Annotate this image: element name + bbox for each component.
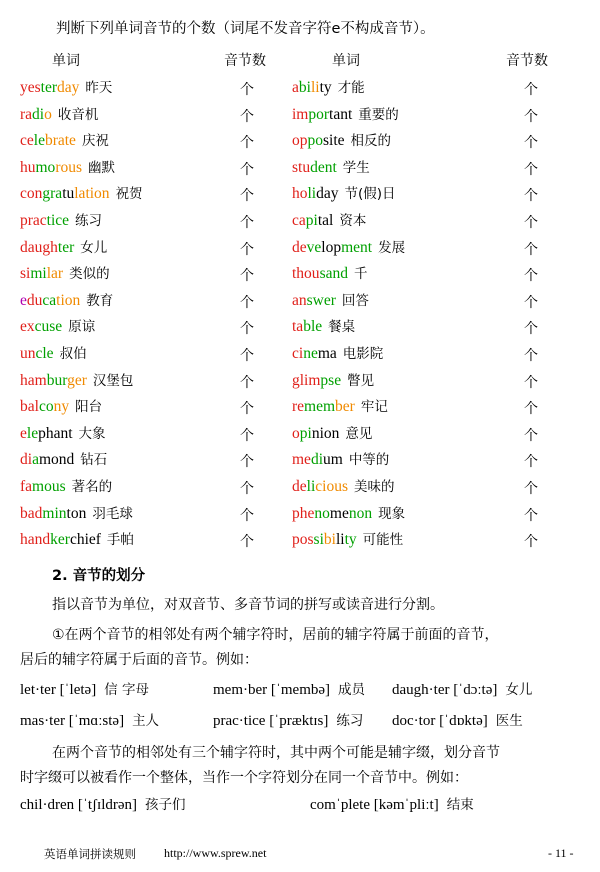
syllable-segment: le [33, 132, 45, 150]
word [292, 398, 355, 415]
footer-page-number: - 11 - [548, 846, 574, 860]
example-word-split: let·ter [20, 682, 60, 698]
word [292, 159, 337, 176]
syllable-segment: nion [311, 424, 340, 442]
left-word-row [20, 477, 112, 497]
example-meaning: 结束 [446, 797, 474, 813]
left-syllable-count-cell: 个 [240, 215, 254, 231]
right-syllable-count-cell: 个 [524, 161, 538, 178]
right-syllable-count-cell: 个 [524, 241, 538, 258]
left-word-row [20, 397, 102, 417]
syllable-segment: thou [292, 265, 320, 283]
example-ipa: [ˈtʃɪldrən] [77, 797, 138, 813]
syllable-segment: ve [306, 238, 322, 256]
syllable-segment: bad [20, 504, 43, 522]
example-word-split: mem·ber [213, 682, 271, 698]
word [20, 425, 73, 442]
syllable-segment: chief [69, 531, 101, 549]
right-syllable-count-cell: 个 [524, 481, 538, 497]
left-syllable-count-cell: 个 [240, 348, 254, 364]
example-meaning: 孩子们 [145, 797, 186, 813]
word [292, 345, 337, 362]
left-syllable-count-cell: 个 [240, 427, 254, 444]
syllable-segment: op [292, 132, 308, 150]
word [20, 132, 76, 149]
right-syllable-count-cell: 个 [524, 135, 538, 152]
syllable-segment: prac [20, 212, 47, 229]
para-rule1-line1: ①在两个音节的相邻处有两个辅字符时，居前的辅字符属于前面的音节， [52, 627, 499, 643]
example-word [20, 678, 149, 699]
word [20, 106, 52, 123]
word-meaning: 美味的 [353, 479, 395, 495]
word-meaning: 类似的 [69, 266, 110, 283]
left-word-row [20, 291, 113, 311]
example-word-split: mas·ter [20, 713, 69, 729]
syllable-segment: re [292, 398, 305, 416]
example-ipa: [ˈpræktɪs] [269, 713, 329, 729]
syllable-segment: mous [32, 478, 66, 495]
syllable-segment: im [292, 105, 309, 123]
syllable-segment: bal [20, 398, 39, 416]
syllable-segment: di [20, 451, 33, 469]
syllable-segment: li [310, 79, 320, 96]
word-meaning: 牢记 [360, 399, 388, 416]
word-meaning: 才能 [337, 80, 365, 96]
example-ipa: [kəmˈpliːt] [373, 797, 439, 813]
syllable-segment: mond [38, 451, 75, 469]
right-syllable-count-cell: 个 [524, 188, 538, 205]
syllable-segment: ter [57, 238, 75, 256]
word [20, 398, 69, 415]
syllable-segment: de [292, 478, 307, 495]
word [292, 318, 322, 335]
syllable-segment: tice [46, 212, 70, 229]
syllable-segment: phe [292, 504, 315, 522]
footer-title: 英语单词拼读规则 [44, 847, 136, 861]
left-word-row [20, 344, 87, 364]
example-meaning: 女儿 [505, 682, 533, 698]
word-meaning: 餐桌 [328, 319, 356, 336]
syllable-segment: bi [298, 79, 311, 96]
syllable-segment: ex [20, 318, 35, 336]
syllable-segment: ker [50, 531, 70, 549]
word-meaning: 幽默 [88, 159, 116, 176]
word [292, 106, 352, 123]
word-meaning: 庆祝 [81, 133, 109, 150]
syllable-segment: tion [85, 185, 110, 203]
syllable-segment: sand [319, 265, 348, 283]
syllable-segment: o [44, 105, 52, 123]
word-meaning: 瞥见 [347, 372, 375, 389]
syllable-segment: ment [341, 238, 373, 256]
syllable-segment: tal [317, 212, 334, 229]
example-ipa: [ˈdɔːtə] [453, 682, 498, 698]
left-syllable-count-cell: 个 [240, 294, 254, 311]
syllable-segment: ta [292, 318, 304, 336]
word [292, 531, 357, 548]
word-meaning: 节(假)日 [344, 186, 396, 203]
word-meaning: 回答 [341, 292, 369, 309]
word-meaning: 祝贺 [115, 186, 143, 203]
syllable-segment: brate [44, 132, 76, 150]
word-meaning: 相反的 [350, 133, 392, 150]
word [20, 212, 69, 229]
word-meaning: 意见 [345, 425, 373, 442]
left-word-row [20, 131, 109, 151]
word-meaning: 昨天 [85, 80, 113, 96]
left-word-row [20, 424, 106, 444]
syllable-segment: cious [315, 478, 348, 495]
left-syllable-count-cell: 个 [240, 82, 254, 98]
right-word-row [292, 105, 399, 125]
word-meaning: 阳台 [75, 399, 103, 416]
word [292, 185, 339, 202]
left-word-row [20, 105, 98, 125]
right-count-header: 音节数 [506, 53, 548, 69]
para-rule1-line2: 居后的辅字符属于后面的音节。例如： [20, 652, 258, 668]
word-meaning: 现象 [378, 505, 406, 522]
word [292, 372, 341, 389]
example-word-split: daugh·ter [392, 682, 454, 698]
right-syllable-count-cell: 个 [524, 507, 538, 524]
syllable-segment: bur [46, 371, 68, 389]
syllable-segment: mi [30, 265, 47, 283]
example-meaning: 主人 [132, 713, 160, 729]
para-definition: 指以音节为单位，对双音节、多音节词的拼写或读音进行分割。 [52, 597, 444, 613]
syllable-segment: ty [319, 79, 332, 96]
syllable-segment: tant [329, 105, 353, 123]
word [292, 451, 343, 468]
right-syllable-count-cell: 个 [524, 82, 538, 98]
left-word-row [20, 317, 95, 337]
syllable-segment: por [308, 105, 330, 123]
right-word-row [292, 158, 370, 178]
right-word-row [292, 211, 366, 231]
footer-url[interactable]: http://www.sprew.net [164, 846, 267, 860]
syllable-segment: ca [292, 212, 306, 229]
word-meaning: 千 [353, 266, 368, 283]
word [292, 265, 348, 282]
word [20, 185, 110, 202]
example-meaning: 信 字母 [104, 682, 149, 698]
word [20, 239, 74, 256]
syllable-segment: de [292, 238, 307, 256]
syllable-segment: li [307, 185, 317, 203]
intro-text: 判断下列单词音节的个数（词尾不发音字符e不构成音节）。 [56, 21, 435, 37]
right-word-row [292, 184, 396, 204]
word [20, 531, 101, 548]
syllable-segment: con [20, 185, 43, 203]
word [20, 372, 87, 389]
word [292, 505, 372, 522]
left-word-row [20, 211, 102, 231]
left-word-row [20, 371, 133, 391]
left-word-row [20, 530, 134, 550]
right-word-row [292, 424, 372, 444]
para-rule2-line2: 时字缀可以被看作一个整体，当作一个字符划分在同一个音节中。例如： [20, 770, 468, 786]
word [292, 79, 332, 96]
example-ipa: [ˈdɒktə] [439, 713, 488, 729]
section-title: 2. 音节的划分 [52, 568, 146, 584]
left-syllable-count-cell: 个 [240, 188, 254, 205]
right-syllable-count-cell: 个 [524, 534, 538, 551]
syllable-segment: daugh [20, 238, 58, 256]
left-word-row [20, 504, 133, 524]
syllable-segment: la [74, 185, 86, 203]
word-meaning: 练习 [75, 213, 103, 229]
right-word-row [292, 397, 388, 417]
syllable-segment: a [292, 79, 299, 96]
left-syllable-count-cell: 个 [240, 401, 254, 418]
syllable-segment: ne [303, 345, 318, 362]
syllable-segment: du [26, 291, 43, 309]
syllable-segment: co [38, 398, 54, 416]
left-syllable-count-cell: 个 [240, 321, 254, 338]
right-syllable-count-cell: 个 [524, 427, 538, 444]
example-meaning: 成员 [338, 682, 366, 698]
syllable-segment: ra [20, 105, 33, 123]
word-meaning: 大象 [78, 425, 106, 442]
word-meaning: 中等的 [348, 452, 390, 469]
right-word-row [292, 238, 405, 258]
syllable-segment: um [323, 451, 343, 469]
left-syllable-count-cell: 个 [240, 268, 254, 285]
syllable-segment: gra [42, 185, 63, 203]
word [292, 478, 348, 495]
example-ipa: [ˈmɑːstə] [68, 713, 125, 729]
syllable-segment: day [316, 185, 339, 203]
right-word-row [292, 344, 383, 364]
right-word-row [292, 131, 391, 151]
word [20, 345, 54, 362]
syllable-segment: ter [40, 79, 58, 96]
syllable-segment: min [42, 504, 67, 522]
example-ipa: [ˈletə] [59, 682, 97, 698]
word-meaning: 电影院 [342, 346, 384, 362]
left-syllable-count-cell: 个 [240, 374, 254, 391]
left-syllable-count-cell: 个 [240, 534, 254, 551]
left-syllable-count-cell: 个 [240, 507, 254, 524]
syllable-segment: me [329, 504, 349, 522]
word-meaning: 羽毛球 [92, 505, 133, 522]
left-syllable-count-cell: 个 [240, 108, 254, 125]
syllable-segment: mo [35, 158, 56, 176]
word [292, 292, 336, 309]
left-syllable-count-cell: 个 [240, 241, 254, 258]
right-word-row [292, 291, 369, 311]
syllable-segment: glim [292, 371, 321, 389]
syllable-segment: e [20, 424, 27, 442]
syllable-segment: pos [292, 531, 314, 549]
syllable-segment: hu [20, 158, 36, 176]
word-meaning: 著名的 [71, 479, 113, 495]
word-meaning: 原谅 [68, 319, 96, 336]
right-word-row [292, 504, 405, 524]
right-syllable-count-cell: 个 [524, 374, 538, 391]
syllable-segment: e [20, 291, 27, 309]
left-word-row [20, 450, 107, 470]
word-meaning: 资本 [339, 213, 367, 229]
syllable-segment: an [292, 291, 307, 309]
word-meaning: 重要的 [358, 106, 399, 123]
word-meaning: 女儿 [80, 239, 108, 256]
syllable-segment: ble [303, 318, 323, 336]
syllable-segment: day [57, 79, 80, 96]
syllable-segment: swer [306, 291, 336, 309]
word-meaning: 手帕 [106, 532, 134, 549]
syllable-segment: site [323, 132, 345, 150]
word-meaning: 可能性 [362, 532, 404, 549]
word [20, 79, 79, 96]
syllable-segment: tu [62, 185, 75, 203]
example-word [392, 678, 532, 699]
syllable-segment: pi [299, 424, 312, 442]
left-word-row [20, 238, 107, 258]
syllable-segment: fa [20, 478, 33, 495]
right-syllable-count-cell: 个 [524, 401, 538, 418]
syllable-segment: ger [67, 371, 87, 389]
left-word-row [20, 78, 112, 98]
syllable-segment: un [20, 345, 36, 362]
left-count-header: 音节数 [224, 53, 266, 69]
syllable-segment: cuse [34, 318, 63, 336]
example-meaning: 医生 [495, 713, 523, 729]
syllable-segment: dent [310, 158, 337, 176]
example-word-split: comˈplete [310, 797, 374, 813]
word [20, 318, 62, 335]
left-syllable-count-cell: 个 [240, 135, 254, 152]
syllable-segment: ho [292, 185, 308, 203]
right-word-row [292, 317, 355, 337]
syllable-segment: o [292, 424, 300, 442]
word-meaning: 发展 [378, 239, 406, 256]
word-meaning: 叔伯 [59, 346, 87, 362]
right-word-header: 单词 [332, 53, 360, 69]
word [20, 265, 63, 282]
syllable-segment: ber [335, 398, 355, 416]
para-rule2-line1: 在两个音节的相邻处有三个辅字符时，其中两个可能是辅字缀，划分音节 [52, 745, 500, 761]
syllable-segment: si [313, 531, 324, 549]
syllable-segment: phant [38, 424, 73, 442]
word [20, 451, 74, 468]
syllable-segment: non [348, 504, 373, 522]
example-word [213, 709, 363, 730]
syllable-segment: pse [320, 371, 342, 389]
syllable-segment: ce [20, 132, 34, 150]
syllable-segment: lop [321, 238, 342, 256]
syllable-segment: no [314, 504, 330, 522]
syllable-segment: ham [20, 371, 47, 389]
syllable-segment: ca [42, 291, 57, 309]
left-word-row [20, 158, 115, 178]
example-ipa: [ˈmembə] [270, 682, 331, 698]
syllable-segment: cle [35, 345, 54, 362]
word-meaning: 汉堡包 [92, 372, 134, 389]
syllable-segment: po [307, 132, 323, 150]
syllable-segment: mem [304, 398, 336, 416]
example-meaning: 练习 [336, 713, 364, 729]
example-word [20, 793, 186, 814]
word-meaning: 教育 [86, 292, 114, 309]
word [292, 425, 339, 442]
syllable-segment: ton [66, 504, 87, 522]
syllable-segment: rous [55, 158, 83, 176]
left-word-row [20, 264, 110, 284]
right-word-row [292, 477, 394, 497]
right-word-row [292, 264, 367, 284]
left-word-header: 单词 [52, 53, 80, 69]
right-syllable-count-cell: 个 [524, 268, 538, 285]
example-word [310, 793, 474, 814]
right-syllable-count-cell: 个 [524, 215, 538, 231]
word-meaning: 收音机 [57, 106, 99, 123]
word [20, 292, 80, 309]
right-syllable-count-cell: 个 [524, 321, 538, 338]
syllable-segment: ci [292, 345, 304, 362]
right-word-row [292, 530, 403, 550]
syllable-segment: li [335, 531, 345, 549]
left-word-row [20, 184, 143, 204]
example-word-split: doc·tor [392, 713, 440, 729]
syllable-segment: le [26, 424, 39, 442]
right-word-row [292, 78, 365, 98]
right-syllable-count-cell: 个 [524, 454, 538, 471]
word [20, 478, 66, 495]
example-word-split: prac·tice [213, 713, 270, 729]
syllable-segment: me [292, 451, 311, 469]
example-word [392, 709, 523, 730]
right-syllable-count-cell: 个 [524, 294, 538, 311]
word-meaning: 钻石 [80, 452, 108, 469]
syllable-segment: li [306, 478, 316, 495]
syllable-segment: di [310, 451, 323, 469]
right-word-row [292, 371, 374, 391]
word [292, 212, 333, 229]
syllable-segment: lar [46, 265, 64, 283]
word [292, 132, 345, 149]
example-word [20, 709, 159, 730]
left-syllable-count-cell: 个 [240, 454, 254, 471]
syllable-segment: ty [344, 531, 357, 549]
syllable-segment: ma [317, 345, 337, 362]
left-syllable-count-cell: 个 [240, 161, 254, 178]
word [20, 159, 82, 176]
right-word-row [292, 450, 389, 470]
syllable-segment: pi [305, 212, 318, 229]
word-meaning: 学生 [342, 159, 370, 176]
left-syllable-count-cell: 个 [240, 481, 254, 497]
word [292, 239, 372, 256]
example-word [213, 678, 365, 699]
syllable-segment: stu [292, 158, 311, 176]
syllable-segment: ny [53, 398, 70, 416]
syllable-segment: a [32, 451, 39, 469]
syllable-segment: di [32, 105, 45, 123]
syllable-segment: tion [56, 291, 81, 309]
right-syllable-count-cell: 个 [524, 348, 538, 364]
example-word-split: chil·dren [20, 797, 78, 813]
word [20, 505, 86, 522]
syllable-segment: yes [20, 79, 41, 96]
right-syllable-count-cell: 个 [524, 108, 538, 125]
syllable-segment: bi [323, 531, 336, 549]
syllable-segment: si [20, 265, 31, 283]
syllable-segment: hand [20, 531, 51, 549]
